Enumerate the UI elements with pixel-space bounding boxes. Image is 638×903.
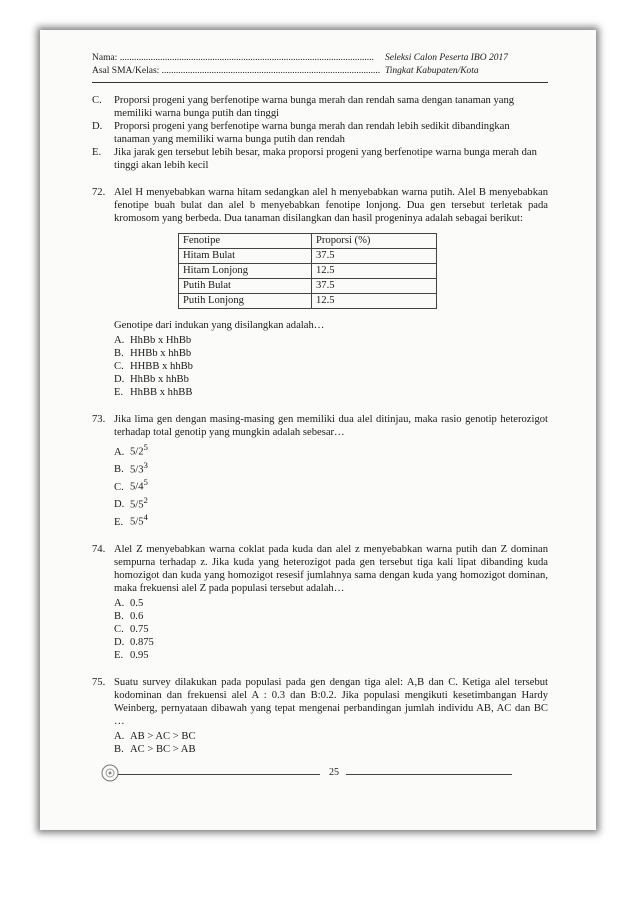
table-cell: 12.5 (312, 294, 437, 309)
option-label: D. (92, 121, 103, 132)
answer-choice[interactable] (114, 511, 548, 529)
table-cell: 37.5 (312, 279, 437, 294)
choice-text: 5/2 (130, 446, 144, 458)
exam-title-block (385, 52, 565, 78)
option-text: Proporsi progeni yang berfenotipe warna bunga merah dan rendah sama dengan tanaman yang memiliki warna bunga putih dan tinggi (114, 95, 515, 119)
choice-label: B. (114, 610, 124, 622)
choice-exponent: 3 (143, 459, 148, 470)
option (92, 120, 548, 146)
choice-label: C. (114, 623, 124, 635)
choice-exponent: 4 (143, 512, 148, 523)
answer-choice[interactable] (114, 476, 548, 494)
table-header: Proporsi (%) (312, 234, 437, 249)
choice-text: 5/3 (130, 464, 144, 476)
table-cell: 37.5 (312, 249, 437, 264)
answer-choice[interactable] (114, 597, 548, 610)
answer-choice[interactable] (114, 373, 548, 386)
choice-label: D. (114, 374, 125, 385)
exam-level: Tingkat Kabupaten/Kota (385, 66, 479, 76)
answer-choices (114, 441, 548, 529)
question-text: Alel H menyebabkan warna hitam sedangkan alel h menyebabkan warna putih. Alel B menyebabkan fenotipe buah bulat dan alel b menyebabkan fenotipe lonjong. Dua gen tersebut terletak pada kromosom yang berbeda. Dua tanaman disilangkan dan hasil progeninya adalah sebagai berikut: (114, 187, 548, 224)
table-row (179, 294, 437, 309)
page-content (92, 94, 548, 756)
school-field-label: Asal SMA/Kelas: ............................................................................................ (92, 66, 381, 76)
choice-text: AB > AC > BC (130, 730, 196, 742)
choice-text: HHBB x hhBb (130, 361, 193, 372)
answer-choice[interactable] (114, 360, 548, 373)
answer-choice[interactable] (114, 636, 548, 649)
choice-label: E. (114, 387, 124, 398)
choice-text: HHBb x hhBb (130, 348, 192, 359)
answer-choices (114, 730, 548, 756)
table-cell: Hitam Lonjong (179, 264, 312, 279)
answer-choice[interactable] (114, 334, 548, 347)
answer-choice[interactable] (114, 441, 548, 459)
choice-label: D. (114, 499, 125, 511)
table-row (179, 264, 437, 279)
answer-choices (114, 597, 548, 662)
choice-label: B. (114, 464, 124, 476)
choice-text: HhBb x hhBb (130, 374, 189, 385)
answer-choice[interactable] (114, 610, 548, 623)
option (92, 146, 548, 172)
answer-choice[interactable] (114, 494, 548, 512)
table-header-row (179, 234, 437, 249)
question-number: 75. (92, 676, 106, 688)
table-header: Fenotipe (179, 234, 312, 249)
previous-question-options (92, 94, 548, 172)
choice-exponent: 5 (143, 442, 148, 452)
answer-choices (114, 334, 548, 399)
phenotype-table (178, 233, 437, 309)
question-number: 74. (92, 543, 106, 555)
answer-choice[interactable] (114, 459, 548, 477)
choice-label: B. (114, 743, 124, 755)
header-divider (92, 82, 548, 83)
exam-title: Seleksi Calon Peserta IBO 2017 (385, 53, 508, 63)
table-cell: Putih Lonjong (179, 294, 312, 309)
logo-icon (100, 763, 120, 783)
choice-exponent: 5 (143, 477, 148, 488)
exam-page (40, 30, 596, 830)
table-cell: 12.5 (312, 264, 437, 279)
answer-choice[interactable] (114, 347, 548, 360)
choice-label: A. (114, 446, 125, 458)
choice-label: A. (114, 335, 125, 346)
question-text: Alel Z menyebabkan warna coklat pada kuda dan alel z menyebabkan warna putih dan Z dominan sempurna terhadap z. Jika kuda yang heterozigot pada gen tersebut tiga kali lipat dibanding kuda homozigot dan kuda yang homozigot resesif jumlahnya sama dengan kuda yang homozigot dominan, maka frekuensi alel Z pada populasi tersebut adalah… (114, 543, 548, 594)
choice-text: 5/5 (130, 516, 144, 528)
question-74 (92, 543, 548, 662)
page-number: 25 (329, 767, 339, 778)
choice-text: AC > BC > AB (130, 743, 196, 755)
option-text: Proporsi progeni yang berfenotipe warna bunga merah dan rendah lebih sedikit dibandingkan tanaman yang memiliki warna bunga putih dan rendah (114, 121, 510, 145)
choice-exponent: 2 (143, 494, 148, 505)
choice-label: D. (114, 636, 125, 648)
option-label: E. (92, 147, 102, 158)
table-row (179, 279, 437, 294)
choice-text: 5/5 (130, 499, 144, 511)
table-cell: Putih Bulat (179, 279, 312, 294)
footer-divider-right (346, 774, 512, 775)
name-field-label: Nama: ........................................................................................................... (92, 53, 374, 63)
choice-text: 0.6 (130, 610, 144, 622)
question-stem: Genotipe dari indukan yang disilangkan adalah… (114, 320, 325, 331)
student-info (92, 52, 392, 78)
choice-label: A. (114, 597, 125, 609)
choice-label: C. (114, 481, 124, 493)
option (92, 94, 548, 120)
choice-label: C. (114, 361, 124, 372)
choice-label: B. (114, 348, 124, 359)
answer-choice[interactable] (114, 649, 548, 662)
question-text: Suatu survey dilakukan pada populasi pada gen dengan tiga alel: A,B dan C. Ketiga alel tersebut kodominan dan frekuensi alel A : 0.3 dan B:0.2. Jika populasi mengikuti kesetimbangan Hardy Weinberg, pernyataan dibawah yang tepat mengenai perbandingan jumlah individu AB, AC dan BC … (114, 676, 548, 727)
table-row (179, 249, 437, 264)
question-72 (92, 186, 548, 399)
question-text: Jika lima gen dengan masing-masing gen memiliki dua alel ditinjau, maka rasio genotip heterozigot terhadap total genotip yang mungkin adalah sebesar… (114, 414, 548, 438)
answer-choice[interactable] (114, 730, 548, 743)
choice-text: 0.95 (130, 649, 149, 661)
choice-label: E. (114, 516, 124, 528)
choice-text: 0.75 (130, 623, 149, 635)
answer-choice[interactable] (114, 743, 548, 756)
option-label: C. (92, 95, 102, 106)
table-cell: Hitam Bulat (179, 249, 312, 264)
choice-text: HhBb x HhBb (130, 335, 192, 346)
answer-choice[interactable] (114, 386, 548, 399)
choice-text: HhBB x hhBB (130, 387, 193, 398)
footer-divider-left (118, 774, 320, 775)
answer-choice[interactable] (114, 623, 548, 636)
choice-label: E. (114, 649, 124, 661)
question-number: 73. (92, 414, 106, 425)
option-text: Jika jarak gen tersebut lebih besar, maka proporsi progeni yang berfenotipe warna bunga merah dan tinggi akan lebih kecil (114, 147, 537, 171)
question-75 (92, 676, 548, 756)
choice-text: 0.875 (130, 636, 154, 648)
question-number: 72. (92, 187, 106, 198)
choice-text: 0.5 (130, 597, 144, 609)
choice-text: 5/4 (130, 481, 144, 493)
question-73 (92, 413, 548, 529)
choice-label: A. (114, 730, 125, 742)
